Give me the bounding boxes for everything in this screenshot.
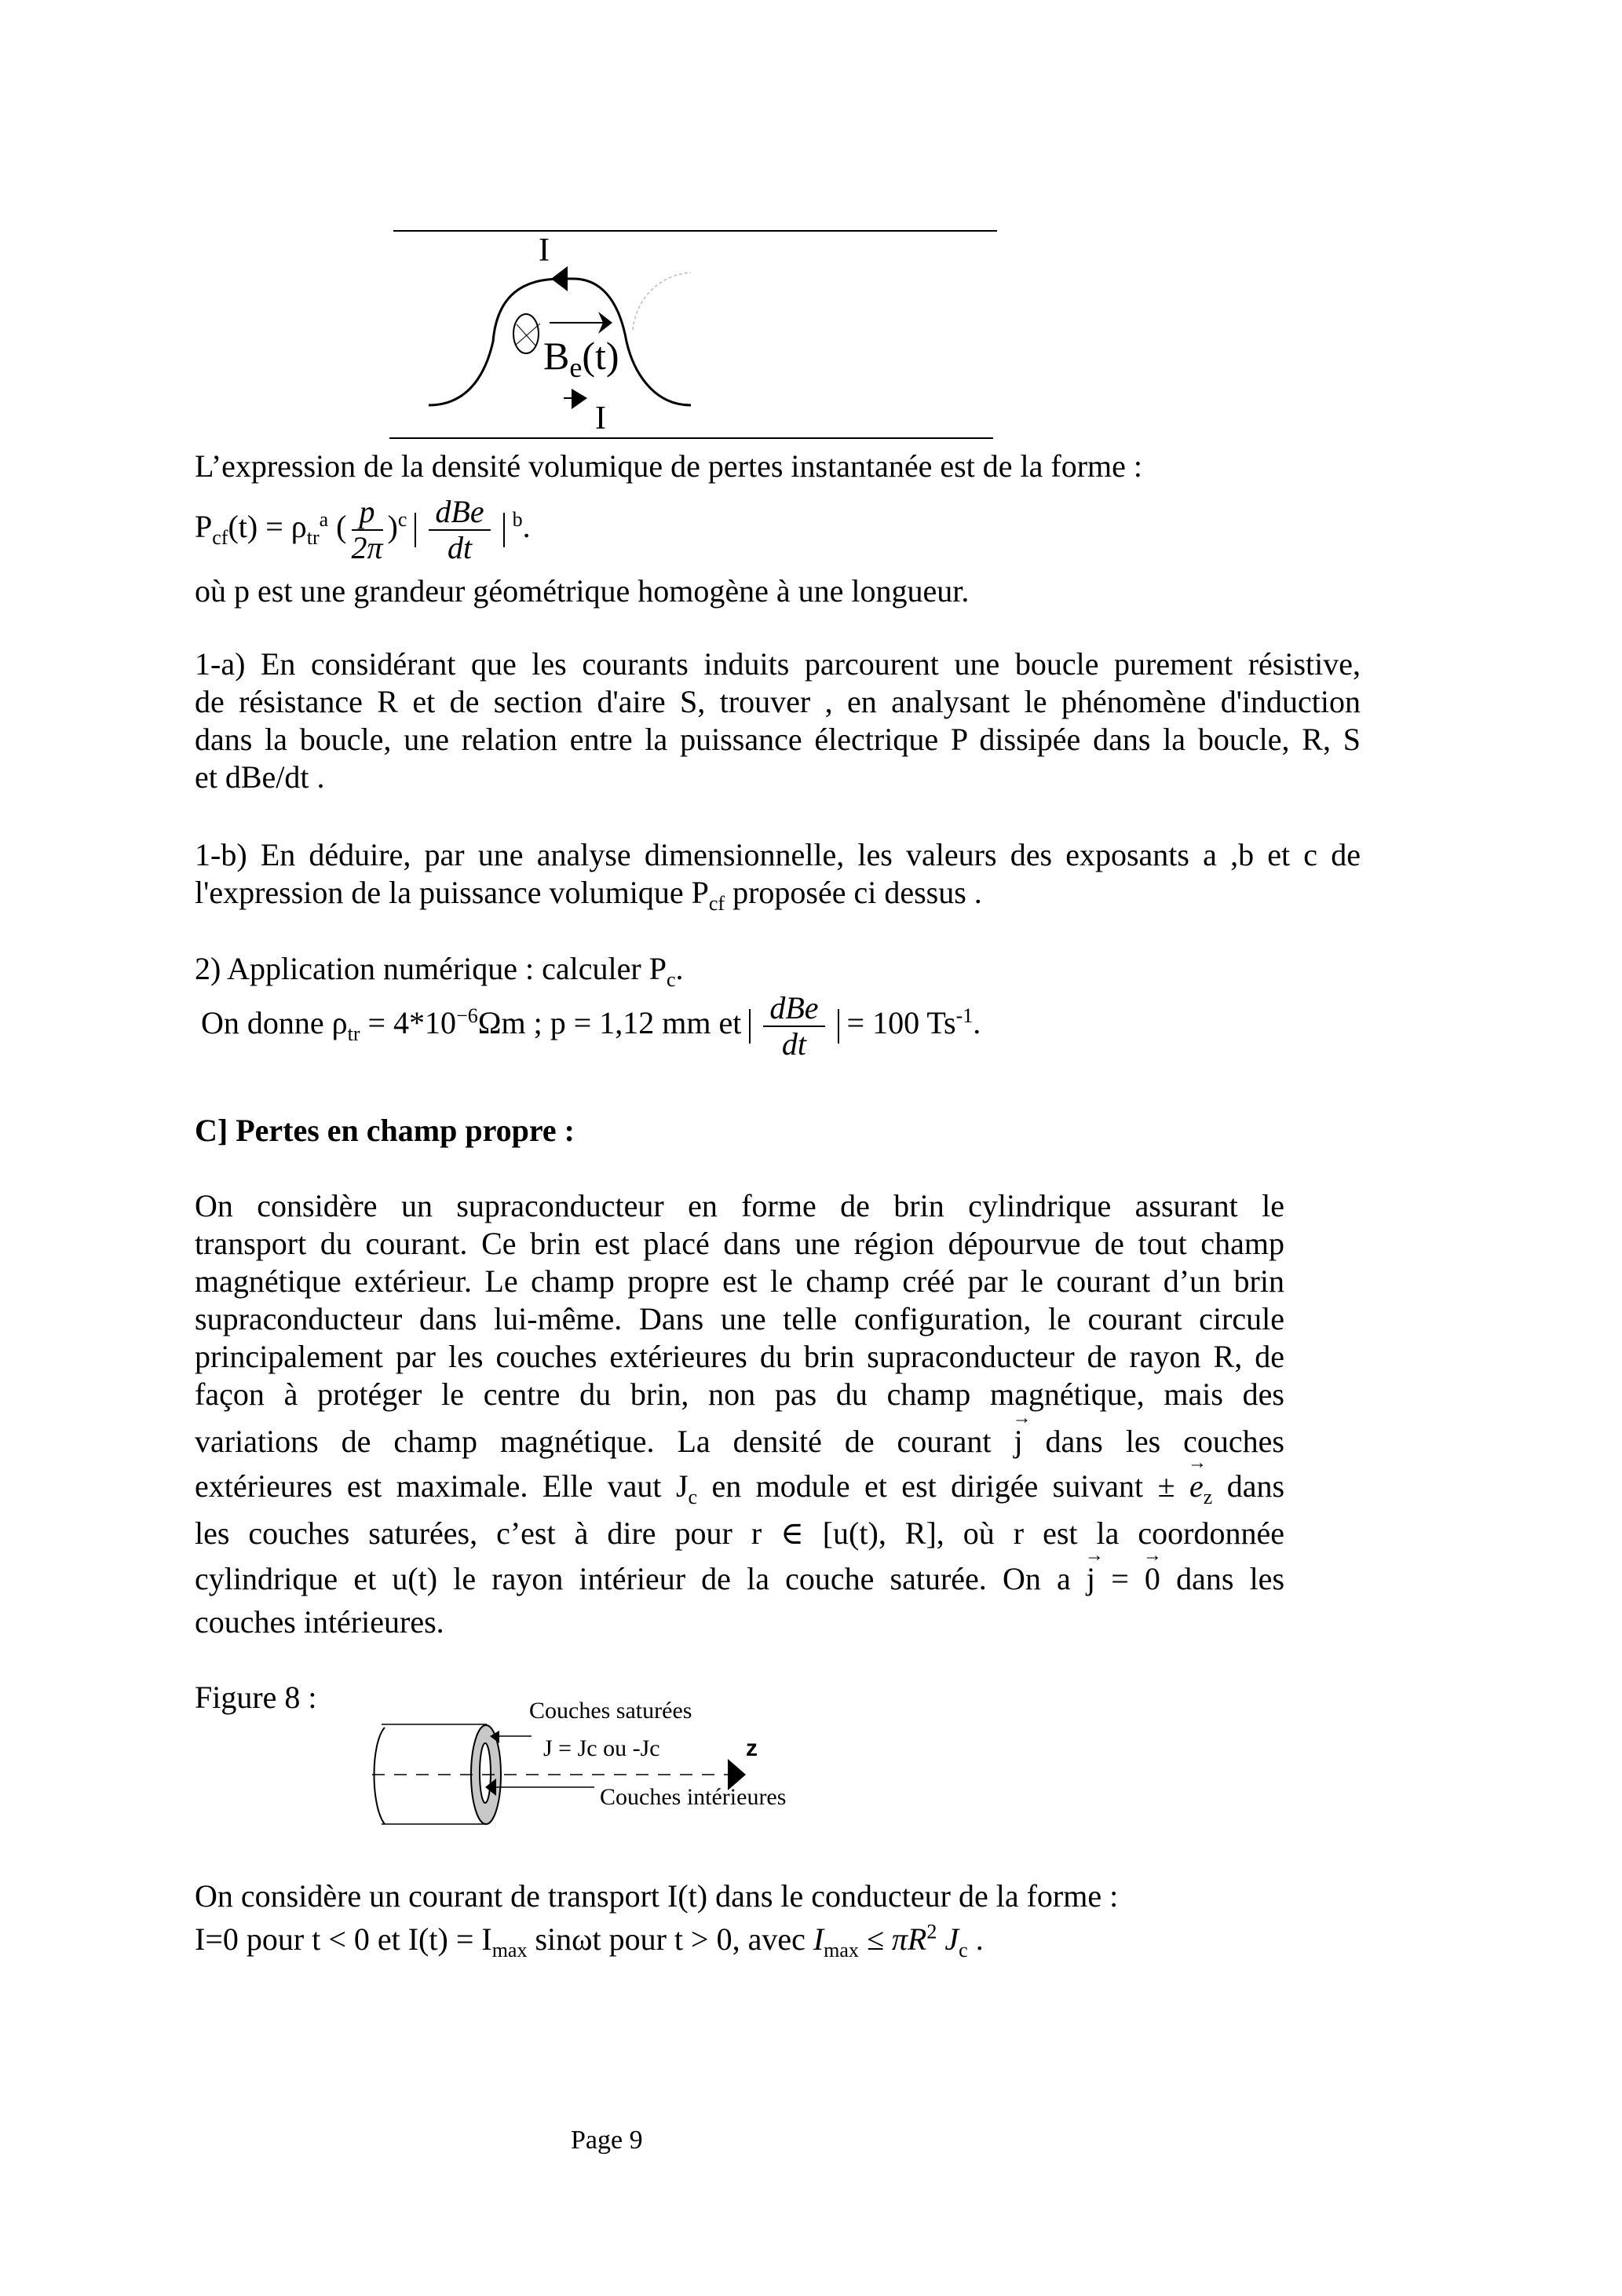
- current-label-bottom: I: [595, 400, 606, 437]
- arrow-right-icon: [572, 389, 587, 409]
- question-2: 2) Application numérique : calculer $P_c$.: [195, 951, 684, 991]
- final-text: On considère un courant de transport I(t) dans le conducteur de la forme :: [195, 1878, 1119, 1914]
- paragraph-line: supraconducteur dans lui-même. Dans une telle configuration, le courant circule: [195, 1301, 1284, 1336]
- into-page-cross-icon: [513, 314, 539, 353]
- paragraph-line: magnétique extérieur. Le champ propre est le champ créé par le courant d’un brin: [195, 1263, 1284, 1299]
- inner-layers-label: Couches intérieures: [600, 1784, 787, 1810]
- paragraph-line: On considère un supraconducteur en forme de brin cylindrique assurant le: [195, 1188, 1284, 1223]
- figure-induced-loop: [377, 212, 1005, 448]
- current-density-label: J = Jc ou -Jc: [543, 1735, 660, 1761]
- intro-text: L’expression de la densité volumique de pertes instantanée est de la forme :: [195, 448, 1143, 484]
- arrow-left-icon: [551, 266, 568, 291]
- paragraph-line: principalement par les couches extérieures du brin supraconducteur de rayon R, de: [195, 1339, 1284, 1374]
- given-values: On donne $\rho_{tr} = 4*10^{-6}\Omega m$ ; p = 1,12 mm et $\frac{\text{dBe}}{dt}$ = 100 $Ts^{-1}$.: [201, 990, 981, 1062]
- question-1a-line: et dBe/dt .: [195, 759, 325, 795]
- cylinder-left-edge: [374, 1727, 385, 1824]
- question-1b-line: 1-b) En déduire, par une analyse dimensionnelle, les valeurs des exposants a ,b et c de: [195, 837, 1361, 872]
- dashed-curve: [633, 272, 691, 330]
- z-axis-label: z: [746, 1735, 758, 1761]
- page-number: Page 9: [571, 2126, 643, 2155]
- paragraph-line: extérieures est maximale. Elle vaut $J_c$ en module et est dirigée suivant ± → $e_z$ dans: [195, 1468, 1284, 1505]
- inner-core: [480, 1743, 491, 1803]
- question-1a-line: de résistance R et de section d'aire S, trouver , en analysant le phénomène d'induction: [195, 684, 1361, 719]
- figure-cylinder: [361, 1696, 1115, 1853]
- paragraph-line: façon à protéger le centre du brin, non pas du champ magnétique, mais des: [195, 1377, 1284, 1412]
- section-title: C] Pertes en champ propre :: [195, 1113, 575, 1148]
- paragraph-line: variations de champ magnétique. La densité de courant → j dans les couches: [195, 1423, 1284, 1461]
- question-1a-line: dans la boucle, une relation entre la puissance électrique P dissipée dans la boucle, R, S: [195, 722, 1361, 757]
- loss-formula: $P_{cf}(t) = \rho_{tr}^a$ ( $\frac{p}{2\pi}$ )$^c$ $\frac{\text{dBe}}{dt}$ $^b$.: [195, 494, 531, 565]
- question-1a-line: 1-a) En considérant que les courants induits parcourent une boucle purement résistive,: [195, 646, 1361, 682]
- paragraph-line: couches intérieures.: [195, 1604, 444, 1640]
- field-label: $B_e(t)$: [543, 334, 619, 383]
- paragraph-line: cylindrique et u(t) le rayon intérieur de la couche saturée. On a → j = → 0 dans les: [195, 1560, 1284, 1598]
- current-definition: I=0 pour t < 0 et $I(t) = I_{max}$ sinωt pour t > 0, avec $I_{max} \le \pi R^2$ $J_c$ .: [195, 1920, 984, 1961]
- saturated-layers-label: Couches saturées: [529, 1698, 692, 1724]
- intro-note: où p est une grandeur géométrique homogène à une longueur.: [195, 573, 970, 609]
- paragraph-line: les couches saturées, c’est à dire pour r ∈ [u(t), R], où r est la coordonnée: [195, 1515, 1284, 1551]
- current-label-top: I: [539, 232, 550, 269]
- paragraph-line: transport du courant. Ce brin est placé dans une région dépourvue de tout champ: [195, 1226, 1284, 1261]
- figure-caption: Figure 8 :: [195, 1680, 317, 1715]
- question-1b-line: l'expression de la puissance volumique $P_{cf}$ proposée ci dessus .: [195, 875, 982, 915]
